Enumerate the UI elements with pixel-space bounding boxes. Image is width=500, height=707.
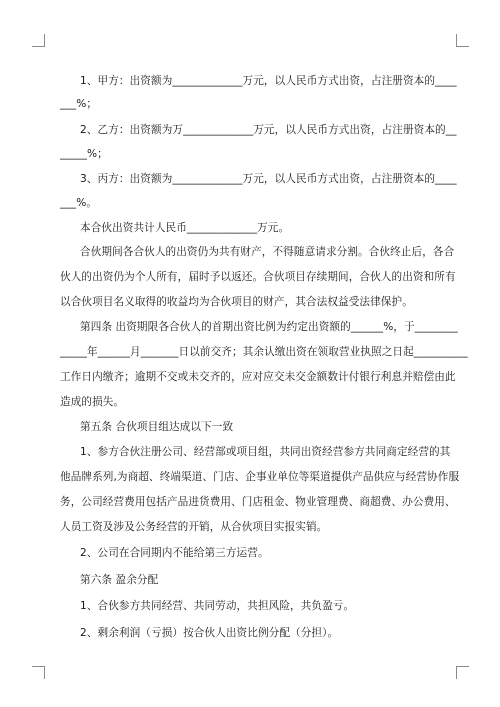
article-5-item-1-line-4: 人员工资及涉及公务经营的开销，从合伙项目实报实销。 bbox=[60, 521, 328, 533]
clause-party-a-line-1: 1、甲方：出资额为_____________万元，以人民币方式出资，占注册资本的____ bbox=[80, 75, 457, 87]
clause-party-b-line-2: _____%； bbox=[60, 148, 108, 160]
article-5-item-2: 2、公司在合同期内不能给第三方运营。 bbox=[80, 547, 269, 559]
common-property-line-3: 以合伙项目名义取得的收益均为合伙项目的财产，其合法权益受法律保护。 bbox=[60, 296, 413, 308]
clause-party-a-line-2: ___%； bbox=[60, 98, 98, 110]
clause-party-c-line-2: ___%。 bbox=[60, 197, 98, 209]
crop-mark-top-right bbox=[456, 34, 469, 47]
crop-mark-top-left bbox=[32, 34, 45, 47]
article-4-line-4: 造成的损失。 bbox=[60, 396, 125, 408]
article-5-item-1-line-3: 务，公司经营费用包括产品进货费用、门店租金、物业管理费、商超费、办公费用、 bbox=[60, 496, 456, 508]
common-property-line-1: 合伙期间各合伙人的出资仍为共有财产，不得随意请求分割。合伙终止后，各合 bbox=[80, 246, 455, 258]
crop-mark-bottom-left bbox=[32, 666, 45, 679]
article-5-item-1-line-2: 他品牌系列,为商超、终端渠道、门店、企事业单位等渠道提供产品供应与经营协作服 bbox=[60, 471, 460, 483]
total-capital-line: 本合伙出资共计人民币_____________万元。 bbox=[80, 222, 290, 234]
article-6-heading: 第六条 盈余分配 bbox=[80, 574, 159, 586]
clause-party-b-line-1: 2、乙方：出资额为万_____________万元，以人民币方式出资，占注册资本的__ bbox=[80, 124, 457, 136]
article-6-item-1: 1、合伙参方共同经营、共同劳动，共担风险，共负盈亏。 bbox=[80, 600, 355, 612]
article-6-item-2: 2、剩余利润（亏损）按合伙人出资比例分配（分担）。 bbox=[80, 627, 339, 639]
article-4-line-1: 第四条 出资期限各合伙人的首期出资比例为约定出资额的______%，于________ bbox=[80, 321, 458, 333]
article-5-item-1-line-1: 1、参方合伙注册公司、经营部或项目组，共同出资经营参方共同商定经营的其 bbox=[80, 446, 451, 458]
article-4-line-3: 工作日内缴齐；逾期不交或未交齐的，应对应交未交金额数计付银行利息并赔偿由此 bbox=[60, 371, 456, 383]
crop-mark-bottom-right bbox=[456, 666, 469, 679]
clause-party-c-line-1: 3、丙方：出资额为_____________万元，以人民币方式出资，占注册资本的____ bbox=[80, 173, 457, 185]
common-property-line-2: 伙人的出资仍为个人所有，届时予以返还。合伙项目存续期间，合伙人的出资和所有 bbox=[60, 271, 456, 283]
article-5-heading: 第五条 合伙项目组达成以下一致 bbox=[80, 421, 234, 433]
article-4-line-2: _____年______月_______日以前交齐；其余认缴出资在领取营业执照之日起__________ bbox=[60, 346, 468, 358]
